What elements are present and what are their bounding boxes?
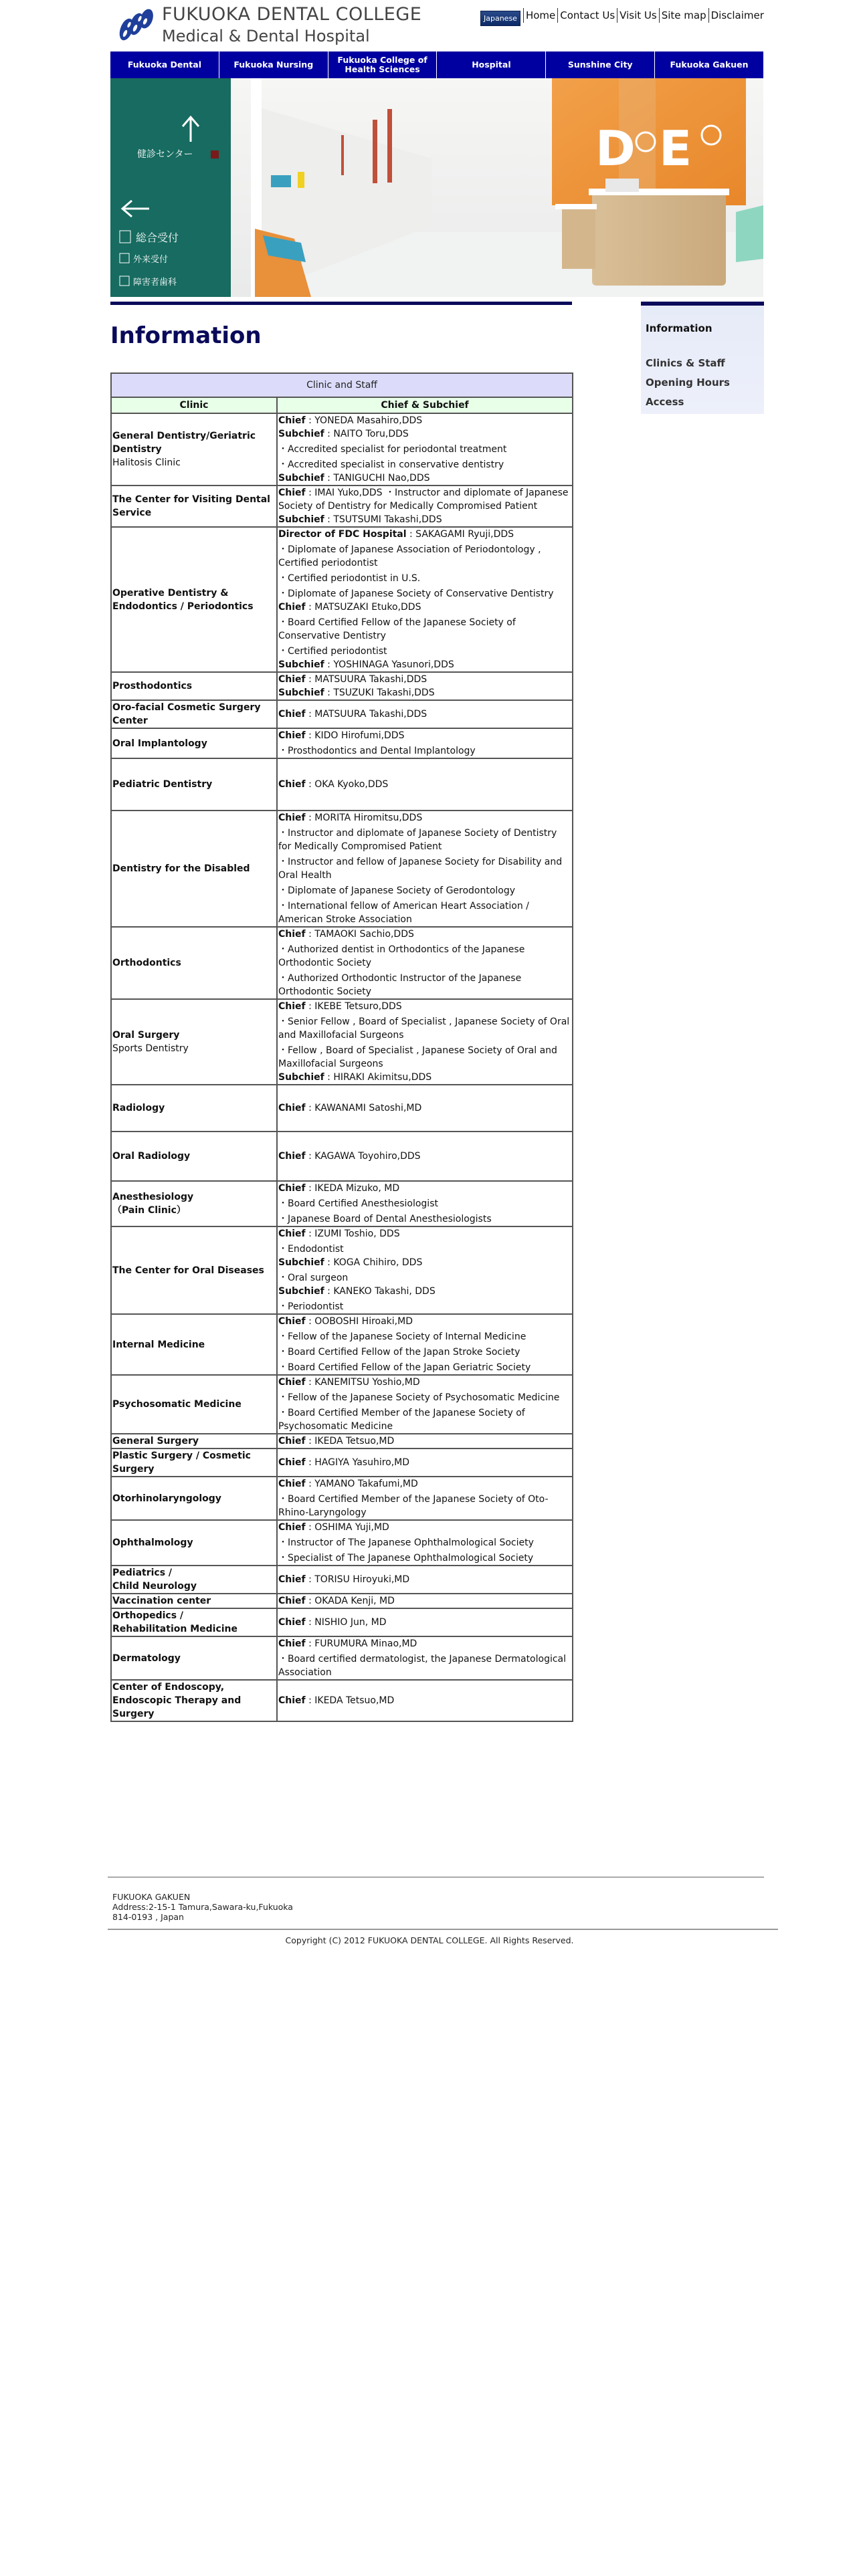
column-header-clinic: Clinic xyxy=(111,397,277,413)
staff-role: Subchief xyxy=(278,1257,324,1268)
staff-name: : IMAI Yuko,DDS ・Instructor and diplomate of Japanese Society of Dentistry for Medically Compromised Patient xyxy=(278,488,569,512)
staff-line xyxy=(278,729,571,742)
table-row xyxy=(111,1226,573,1314)
clinic-name: Anesthesiology （Pain Clinic） xyxy=(112,1192,194,1216)
table-row xyxy=(111,413,573,486)
clinic-name: Plastic Surgery / Cosmetic Surgery xyxy=(112,1451,251,1475)
qualification-item: ・Certified periodontist in U.S. xyxy=(278,573,421,584)
column-header-chief: Chief & Subchief xyxy=(277,397,573,413)
staff-name: : OOBOSHI Hiroaki,MD xyxy=(305,1316,413,1327)
staff-line xyxy=(278,673,571,686)
staff-line xyxy=(278,1573,571,1586)
footer-divider-bottom xyxy=(108,1929,778,1930)
clinic-name: Orthodontics xyxy=(112,958,181,968)
table-row xyxy=(111,927,573,999)
table-row xyxy=(111,1085,573,1132)
staff-line xyxy=(278,1637,571,1650)
staff-role: Chief xyxy=(278,1522,306,1533)
qualification-item: ・Instructor and fellow of Japanese Society for Disability and Oral Health xyxy=(278,857,563,881)
staff-cell xyxy=(277,1477,573,1520)
sign-general-reception: 総合受付 xyxy=(136,231,179,244)
staff-line xyxy=(278,1694,571,1707)
table-row xyxy=(111,700,573,728)
table-row xyxy=(111,1636,573,1680)
staff-role: Chief xyxy=(278,1001,306,1012)
top-links xyxy=(480,8,766,26)
staff-cell xyxy=(277,1520,573,1566)
staff-line xyxy=(278,513,571,526)
staff-line xyxy=(278,811,571,825)
staff-line xyxy=(278,928,571,941)
staff-name: : MATSUURA Takashi,DDS xyxy=(305,674,427,685)
qualification-item: ・Fellow of the Japanese Society of Internal Medicine xyxy=(278,1331,527,1342)
qualification-item: ・Japanese Board of Dental Anesthesiologists xyxy=(278,1214,492,1224)
staff-cell xyxy=(277,1566,573,1594)
clinic-name: Oral Implantology xyxy=(112,738,207,749)
clinic-name: The Center for Oral Diseases xyxy=(112,1265,264,1276)
content-top-rule xyxy=(110,302,572,305)
nav-sunshine-city[interactable]: Sunshine City xyxy=(545,51,654,78)
staff-line xyxy=(278,601,571,614)
qualification-item: ・Accredited specialist in conservative dentistry xyxy=(278,459,504,470)
staff-cell xyxy=(277,1594,573,1608)
staff-line xyxy=(278,471,571,485)
staff-name: : MORITA Hiromitsu,DDS xyxy=(305,813,423,823)
table-row xyxy=(111,1566,573,1594)
table-row xyxy=(111,1680,573,1721)
qualification-item: ・Prosthodontics and Dental Implantology xyxy=(278,746,476,756)
staff-role: Chief xyxy=(278,1457,306,1468)
clinic-cell xyxy=(111,1608,277,1636)
table-row xyxy=(111,1608,573,1636)
staff-line xyxy=(278,427,571,441)
staff-line xyxy=(278,1150,571,1163)
qualification-item: ・Board Certified Member of the Japanese Society of Psychosomatic Medicine xyxy=(278,1408,525,1432)
clinic-cell xyxy=(111,1375,277,1434)
table-row xyxy=(111,1520,573,1566)
table-row xyxy=(111,1434,573,1448)
staff-name: : HAGIYA Yasuhiro,MD xyxy=(305,1457,410,1468)
staff-role: Chief xyxy=(278,1228,306,1239)
staff-role: Chief xyxy=(278,813,306,823)
staff-line xyxy=(278,1315,571,1328)
nav-fukuoka-nursing[interactable]: Fukuoka Nursing xyxy=(219,51,328,78)
staff-line xyxy=(278,1376,571,1389)
staff-line xyxy=(278,1434,571,1448)
staff-name: : TAMAOKI Sachio,DDS xyxy=(305,929,414,940)
qualification-item: ・Fellow of the Japanese Society of Psychosomatic Medicine xyxy=(278,1392,560,1403)
staff-role: Chief xyxy=(278,415,306,426)
staff-name: : OSHIMA Yuji,MD xyxy=(305,1522,389,1533)
staff-line xyxy=(278,1521,571,1534)
sidebar-item-clinics-staff[interactable]: Clinics & Staff xyxy=(646,357,725,369)
staff-name: : YOSHINAGA Yasunori,DDS xyxy=(324,659,454,670)
staff-name: : TSUTSUMI Takashi,DDS xyxy=(324,514,442,525)
clinic-cell xyxy=(111,728,277,758)
clinic-subname: Sports Dentistry xyxy=(112,1043,189,1054)
clinic-name: Oro-facial Cosmetic Surgery Center xyxy=(112,702,261,726)
staff-line xyxy=(278,1616,571,1629)
qualification-item: ・Instructor of The Japanese Ophthalmological Society xyxy=(278,1537,534,1548)
clinic-name: Dermatology xyxy=(112,1652,181,1664)
table-row xyxy=(111,1132,573,1181)
staff-line xyxy=(278,1071,571,1084)
site-map-link[interactable]: Site map xyxy=(659,8,708,23)
staff-cell xyxy=(277,1132,573,1181)
sidebar-item-access[interactable]: Access xyxy=(646,396,684,408)
qualification-item: ・Periodontist xyxy=(278,1301,344,1312)
japanese-language-button[interactable]: Japanese xyxy=(480,11,520,26)
staff-role: Subchief xyxy=(278,514,324,525)
table-row xyxy=(111,728,573,758)
disclaimer-link[interactable]: Disclaimer xyxy=(708,8,766,23)
qualification-item: ・Board Certified Fellow of the Japan Stroke Society xyxy=(278,1347,520,1358)
staff-cell xyxy=(277,486,573,527)
staff-name: : HIRAKI Akimitsu,DDS xyxy=(324,1072,432,1083)
staff-cell xyxy=(277,811,573,927)
staff-cell xyxy=(277,758,573,811)
staff-cell xyxy=(277,1375,573,1434)
nav-hospital[interactable]: Hospital xyxy=(436,51,545,78)
staff-name: : KAGAWA Toyohiro,DDS xyxy=(305,1151,421,1162)
qualification-item: ・Board Certified Fellow of the Japan Geriatric Society xyxy=(278,1362,531,1373)
staff-role: Chief xyxy=(278,1103,306,1113)
staff-role: Chief xyxy=(278,1617,306,1628)
qualification-item: ・Authorized dentist in Orthodontics of the Japanese Orthodontic Society xyxy=(278,944,525,968)
sidebar xyxy=(641,302,764,414)
clinic-name: General Surgery xyxy=(112,1436,199,1446)
qualification-item: ・Certified periodontist xyxy=(278,646,387,657)
clinic-cell xyxy=(111,1132,277,1181)
staff-line xyxy=(278,414,571,427)
clinic-cell xyxy=(111,1314,277,1375)
footer-divider-top xyxy=(108,1876,764,1878)
brand-name: FUKUOKA DENTAL COLLEGE xyxy=(162,4,422,25)
clinic-name: Dentistry for the Disabled xyxy=(112,863,250,874)
clinic-cell xyxy=(111,758,277,811)
staff-line xyxy=(278,1256,571,1269)
staff-name: : IKEDA Mizuko, MD xyxy=(305,1183,400,1194)
nav-fukuoka-college-health-sciences[interactable]: Fukuoka College of Health Sciences xyxy=(328,51,437,78)
qualification-item: ・Senior Fellow , Board of Specialist , Japanese Society of Oral and Maxillofacial Surgeons xyxy=(278,1016,570,1041)
table-row xyxy=(111,486,573,527)
staff-role: Chief xyxy=(278,1695,306,1706)
staff-cell xyxy=(277,1314,573,1375)
staff-name: : YAMANO Takafumi,MD xyxy=(305,1479,418,1489)
clinic-name: Orthopedics / Rehabilitation Medicine xyxy=(112,1610,238,1634)
home-link[interactable]: Home xyxy=(523,8,557,23)
staff-cell xyxy=(277,1085,573,1132)
staff-cell xyxy=(277,1636,573,1680)
table-row xyxy=(111,672,573,700)
staff-role: Chief xyxy=(278,1377,306,1388)
staff-role: Subchief xyxy=(278,1072,324,1083)
footer-address-line2: 814-0193 , Japan xyxy=(112,1912,184,1922)
main-nav xyxy=(110,51,763,78)
staff-name: : KIDO Hirofumi,DDS xyxy=(305,730,405,741)
staff-cell xyxy=(277,1448,573,1477)
sign-health-center: 健診センター xyxy=(137,149,193,160)
qualification-item: ・Fellow , Board of Specialist , Japanese Society of Oral and Maxillofacial Surgeons xyxy=(278,1045,557,1069)
staff-role: Subchief xyxy=(278,1286,324,1297)
clinic-name: Operative Dentistry & Endodontics / Periodontics xyxy=(112,587,254,612)
clinic-name: Internal Medicine xyxy=(112,1339,205,1350)
staff-role: Chief xyxy=(278,730,306,741)
site-brand[interactable] xyxy=(162,4,421,47)
clinic-name: Prosthodontics xyxy=(112,681,193,691)
staff-role: Chief xyxy=(278,1151,306,1162)
staff-role: Chief xyxy=(278,929,306,940)
clinic-name: Oral Surgery xyxy=(112,1030,180,1041)
staff-cell xyxy=(277,413,573,486)
staff-line xyxy=(278,778,571,791)
staff-line xyxy=(278,1594,571,1608)
table-header-row xyxy=(111,397,573,413)
staff-role: Chief xyxy=(278,1316,306,1327)
clinic-cell xyxy=(111,672,277,700)
table-caption-row xyxy=(111,373,573,397)
staff-line xyxy=(278,1285,571,1298)
table-row xyxy=(111,811,573,927)
staff-cell xyxy=(277,700,573,728)
clinic-cell xyxy=(111,413,277,486)
qualification-item: ・Endodontist xyxy=(278,1244,344,1255)
clinic-name: Otorhinolaryngology xyxy=(112,1493,221,1504)
staff-role: Chief xyxy=(278,709,306,720)
clinic-cell xyxy=(111,811,277,927)
staff-name: : MATSUURA Takashi,DDS xyxy=(305,709,427,720)
staff-role: Subchief xyxy=(278,429,324,439)
footer-address-line1: Address:2-15-1 Tamura,Sawara-ku,Fukuoka xyxy=(112,1902,293,1912)
clinic-cell xyxy=(111,1520,277,1566)
qualification-item: ・Diplomate of Japanese Society of Gerodontology xyxy=(278,885,516,896)
clinic-cell xyxy=(111,927,277,999)
staff-line xyxy=(278,486,571,513)
staff-cell xyxy=(277,927,573,999)
clinic-cell xyxy=(111,1680,277,1721)
clinic-cell xyxy=(111,486,277,527)
wall-letter-d: D xyxy=(595,120,636,177)
table-row xyxy=(111,1448,573,1477)
qualification-item: ・Board Certified Fellow of the Japanese Society of Conservative Dentistry xyxy=(278,617,516,641)
clinic-cell xyxy=(111,1477,277,1520)
staff-cell xyxy=(277,527,573,672)
staff-name: : IKEDA Tetsuo,MD xyxy=(305,1695,395,1706)
clinic-name: Psychosomatic Medicine xyxy=(112,1399,242,1410)
staff-name: : IKEDA Tetsuo,MD xyxy=(305,1436,395,1446)
staff-name: : NAITO Toru,DDS xyxy=(324,429,409,439)
staff-role: Chief xyxy=(278,674,306,685)
sign-special-needs: 障害者歯科 xyxy=(133,278,177,288)
footer-org: FUKUOKA GAKUEN xyxy=(112,1892,191,1902)
staff-role: Chief xyxy=(278,1436,306,1446)
table-row xyxy=(111,1375,573,1434)
staff-role: Director of FDC Hospital xyxy=(278,529,407,540)
qualification-item: ・Diplomate of Japanese Society of Conservative Dentistry xyxy=(278,588,554,599)
clinic-name: Pediatrics / Child Neurology xyxy=(112,1568,197,1592)
hero-image xyxy=(110,78,763,297)
staff-name: : KANEKO Takashi, DDS xyxy=(324,1286,436,1297)
staff-role: Subchief xyxy=(278,659,324,670)
staff-name: : TSUZUKI Takashi,DDS xyxy=(324,687,435,698)
sidebar-title: Information xyxy=(646,322,712,334)
clinic-cell xyxy=(111,700,277,728)
staff-line xyxy=(278,1182,571,1195)
qualification-item: ・Board Certified Member of the Japanese Society of Oto-Rhino-Laryngology xyxy=(278,1494,549,1518)
staff-cell xyxy=(277,728,573,758)
staff-line xyxy=(278,658,571,671)
nav-fukuoka-gakuen[interactable]: Fukuoka Gakuen xyxy=(654,51,763,78)
table-row xyxy=(111,999,573,1085)
clinic-cell xyxy=(111,1566,277,1594)
staff-line xyxy=(278,1456,571,1469)
staff-name: : YONEDA Masahiro,DDS xyxy=(305,415,423,426)
clinic-cell xyxy=(111,1181,277,1226)
staff-role: Chief xyxy=(278,1574,306,1585)
clinic-name: Vaccination center xyxy=(112,1596,211,1606)
staff-name: : OKA Kyoko,DDS xyxy=(305,779,389,790)
clinic-name: Ophthalmology xyxy=(112,1537,193,1548)
staff-line xyxy=(278,1227,571,1241)
contact-us-link[interactable]: Contact Us xyxy=(557,8,617,23)
visit-us-link[interactable]: Visit Us xyxy=(617,8,659,23)
wall-letter-e: E xyxy=(659,120,692,177)
qualification-item: ・Diplomate of Japanese Association of Periodontology , Certified periodontist xyxy=(278,544,541,568)
table-row xyxy=(111,758,573,811)
qualification-item: ・Oral surgeon xyxy=(278,1273,349,1283)
staff-name: : TORISU Hiroyuki,MD xyxy=(305,1574,410,1585)
staff-name: : KAWANAMI Satoshi,MD xyxy=(305,1103,422,1113)
qualification-item: ・Instructor and diplomate of Japanese Society of Dentistry for Medically Compromised Patient xyxy=(278,828,557,852)
qualification-item: ・Specialist of The Japanese Ophthalmological Society xyxy=(278,1553,534,1564)
clinic-name: The Center for Visiting Dental Service xyxy=(112,494,270,518)
clinic-name: Radiology xyxy=(112,1103,165,1113)
clinic-subname: Halitosis Clinic xyxy=(112,457,181,468)
staff-role: Chief xyxy=(278,1638,306,1649)
staff-role: Subchief xyxy=(278,473,324,484)
staff-cell xyxy=(277,1226,573,1314)
staff-role: Subchief xyxy=(278,687,324,698)
sign-outpatient: 外来受付 xyxy=(133,255,169,265)
clinic-staff-table xyxy=(110,372,573,1722)
brand-subtitle: Medical & Dental Hospital xyxy=(162,27,370,45)
staff-line xyxy=(278,686,571,700)
staff-name: : OKADA Kenji, MD xyxy=(305,1596,395,1606)
clinic-name: Oral Radiology xyxy=(112,1151,191,1162)
staff-line xyxy=(278,1000,571,1013)
clinic-cell xyxy=(111,1085,277,1132)
clinic-cell xyxy=(111,1226,277,1314)
staff-name: : MATSUZAKI Etuko,DDS xyxy=(305,602,421,613)
staff-name: : IKEBE Tetsuro,DDS xyxy=(305,1001,402,1012)
table-row xyxy=(111,527,573,672)
staff-line xyxy=(278,708,571,721)
staff-line xyxy=(278,1101,571,1115)
staff-name: : IZUMI Toshio, DDS xyxy=(305,1228,400,1239)
table-row xyxy=(111,1314,573,1375)
staff-name: : SAKAGAMI Ryuji,DDS xyxy=(406,529,514,540)
page-title: Information xyxy=(110,322,262,349)
staff-role: Chief xyxy=(278,1479,306,1489)
staff-name: : NISHIO Jun, MD xyxy=(305,1617,387,1628)
staff-name: : KOGA Chihiro, DDS xyxy=(324,1257,423,1268)
clinic-cell xyxy=(111,1636,277,1680)
staff-role: Chief xyxy=(278,1183,306,1194)
table-row xyxy=(111,1181,573,1226)
clinic-name: General Dentistry/Geriatric Dentistry xyxy=(112,431,256,455)
copyright-text: Copyright (C) 2012 FUKUOKA DENTAL COLLEGE. All Rights Reserved. xyxy=(285,1935,574,1945)
clinic-name: Center of Endoscopy, Endoscopic Therapy and Surgery xyxy=(112,1682,242,1719)
staff-role: Chief xyxy=(278,602,306,613)
clinic-name: Pediatric Dentistry xyxy=(112,779,213,790)
staff-cell xyxy=(277,999,573,1085)
fukuoka-logo-icon[interactable] xyxy=(116,7,157,44)
qualification-item: ・Accredited specialist for periodontal treatment xyxy=(278,444,507,455)
staff-cell xyxy=(277,1608,573,1636)
staff-role: Chief xyxy=(278,1596,306,1606)
clinic-cell xyxy=(111,1434,277,1448)
clinic-cell xyxy=(111,999,277,1085)
staff-cell xyxy=(277,672,573,700)
staff-role: Chief xyxy=(278,779,306,790)
staff-cell xyxy=(277,1680,573,1721)
nav-fukuoka-dental[interactable]: Fukuoka Dental xyxy=(127,60,201,70)
staff-line xyxy=(278,528,571,541)
staff-role: Chief xyxy=(278,488,306,498)
qualification-item: ・Authorized Orthodontic Instructor of the Japanese Orthodontic Society xyxy=(278,973,522,997)
table-row xyxy=(111,1594,573,1608)
staff-cell xyxy=(277,1434,573,1448)
qualification-item: ・International fellow of American Heart Association / American Stroke Association xyxy=(278,901,529,925)
clinic-cell xyxy=(111,527,277,672)
staff-name: : KANEMITSU Yoshio,MD xyxy=(305,1377,420,1388)
staff-line xyxy=(278,1477,571,1491)
clinic-cell xyxy=(111,1594,277,1608)
footer-address xyxy=(112,1892,293,1922)
qualification-item: ・Board certified dermatologist, the Japanese Dermatological Association xyxy=(278,1654,567,1678)
table-caption: Clinic and Staff xyxy=(111,373,573,397)
sidebar-item-opening-hours[interactable]: Opening Hours xyxy=(646,377,730,389)
clinic-cell xyxy=(111,1448,277,1477)
staff-name: : TANIGUCHI Nao,DDS xyxy=(324,473,430,484)
qualification-item: ・Board Certified Anesthesiologist xyxy=(278,1198,438,1209)
staff-cell xyxy=(277,1181,573,1226)
staff-name: : FURUMURA Minao,MD xyxy=(305,1638,417,1649)
table-row xyxy=(111,1477,573,1520)
